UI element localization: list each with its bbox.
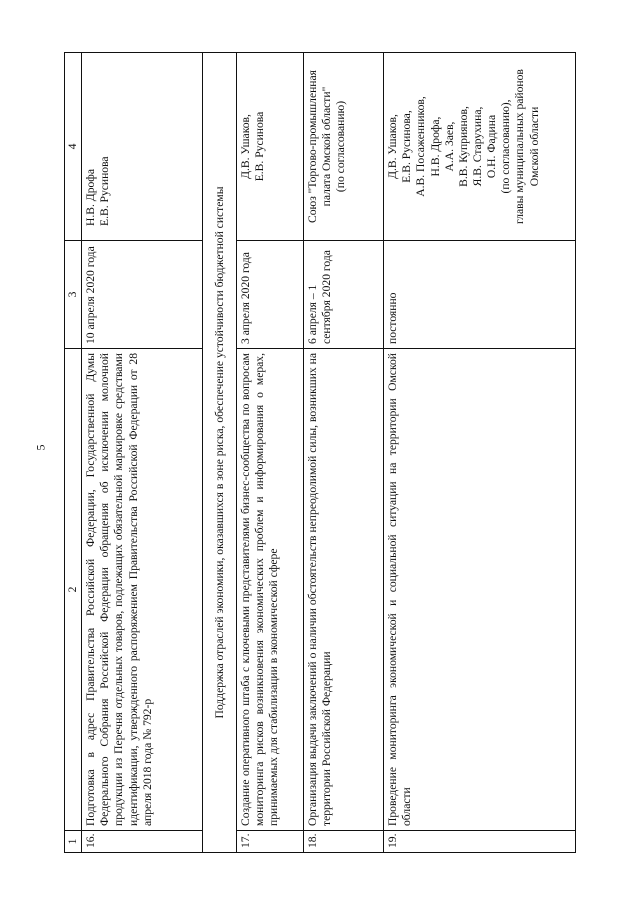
column-number: 2	[65, 349, 82, 831]
row-task: Проведение мониторинга экономической и социальной ситуации на территории Омской области	[384, 349, 576, 831]
row-number: 17.	[237, 831, 304, 853]
row-responsible: Д.В. Ушаков, Е.В. Русинова, А.В. Посаженников, Н.В. Дрофа, А.А. Заев, В.В. Куприянов, Я.В. Старухина, О.Н. Фадина (по согласованию), главы муниципальных районов Омской области	[384, 53, 576, 241]
row-deadline: 6 апреля – 1 сентября 2020 года	[304, 241, 384, 349]
row-number: 18.	[304, 831, 384, 853]
row-number: 16.	[82, 831, 203, 853]
section-row	[203, 53, 237, 853]
column-number-row	[65, 53, 82, 853]
row-deadline: 3 апреля 2020 года	[237, 241, 304, 349]
table-row	[237, 53, 304, 853]
row-number: 19.	[384, 831, 576, 853]
row-deadline: 10 апреля 2020 года	[82, 241, 203, 349]
row-task: Создание оперативного штаба с ключевыми представителями бизнес-сообщества по вопросам мониторинга рисков возникновения экономических проблем и информирования о мерах, принимаемых для стабилизации в экономической сфере	[237, 349, 304, 831]
table-row	[304, 53, 384, 853]
section-title: Поддержка отраслей экономики, оказавшихся в зоне риска, обеспечение устойчивости бюджетной системы	[203, 53, 237, 853]
page-number: 5	[33, 444, 48, 451]
table-row	[82, 53, 203, 853]
table-row	[384, 53, 576, 853]
column-number: 3	[65, 241, 82, 349]
column-number: 4	[65, 53, 82, 241]
plan-table	[64, 52, 576, 853]
row-task: Организация выдачи заключений о наличии обстоятельств непреодолимой силы, возникших на территории Российской Федерации	[304, 349, 384, 831]
row-task: Подготовка в адрес Правительства Российской Федерации, Государственной Думы Федерального Собрания Российской Федерации обращения об исключении молочной продукции из Перечня отдельных товаров, подлежащих обязательной маркировке средствами идентификации, утвержденного распоряжением Правительства Российской Федерации от 28 апреля 2018 года № 792-р	[82, 349, 203, 831]
plan-table-rotated	[64, 53, 594, 853]
row-deadline: постоянно	[384, 241, 576, 349]
row-responsible: Союз "Торгово-промышленная палата Омской области" (по согласованию)	[304, 53, 384, 241]
row-responsible: Н.В. Дрофа Е.В. Русинова	[82, 53, 203, 241]
row-responsible: Д.В. Ушаков, Е.В. Русинова	[237, 53, 304, 241]
column-number: 1	[65, 831, 82, 853]
